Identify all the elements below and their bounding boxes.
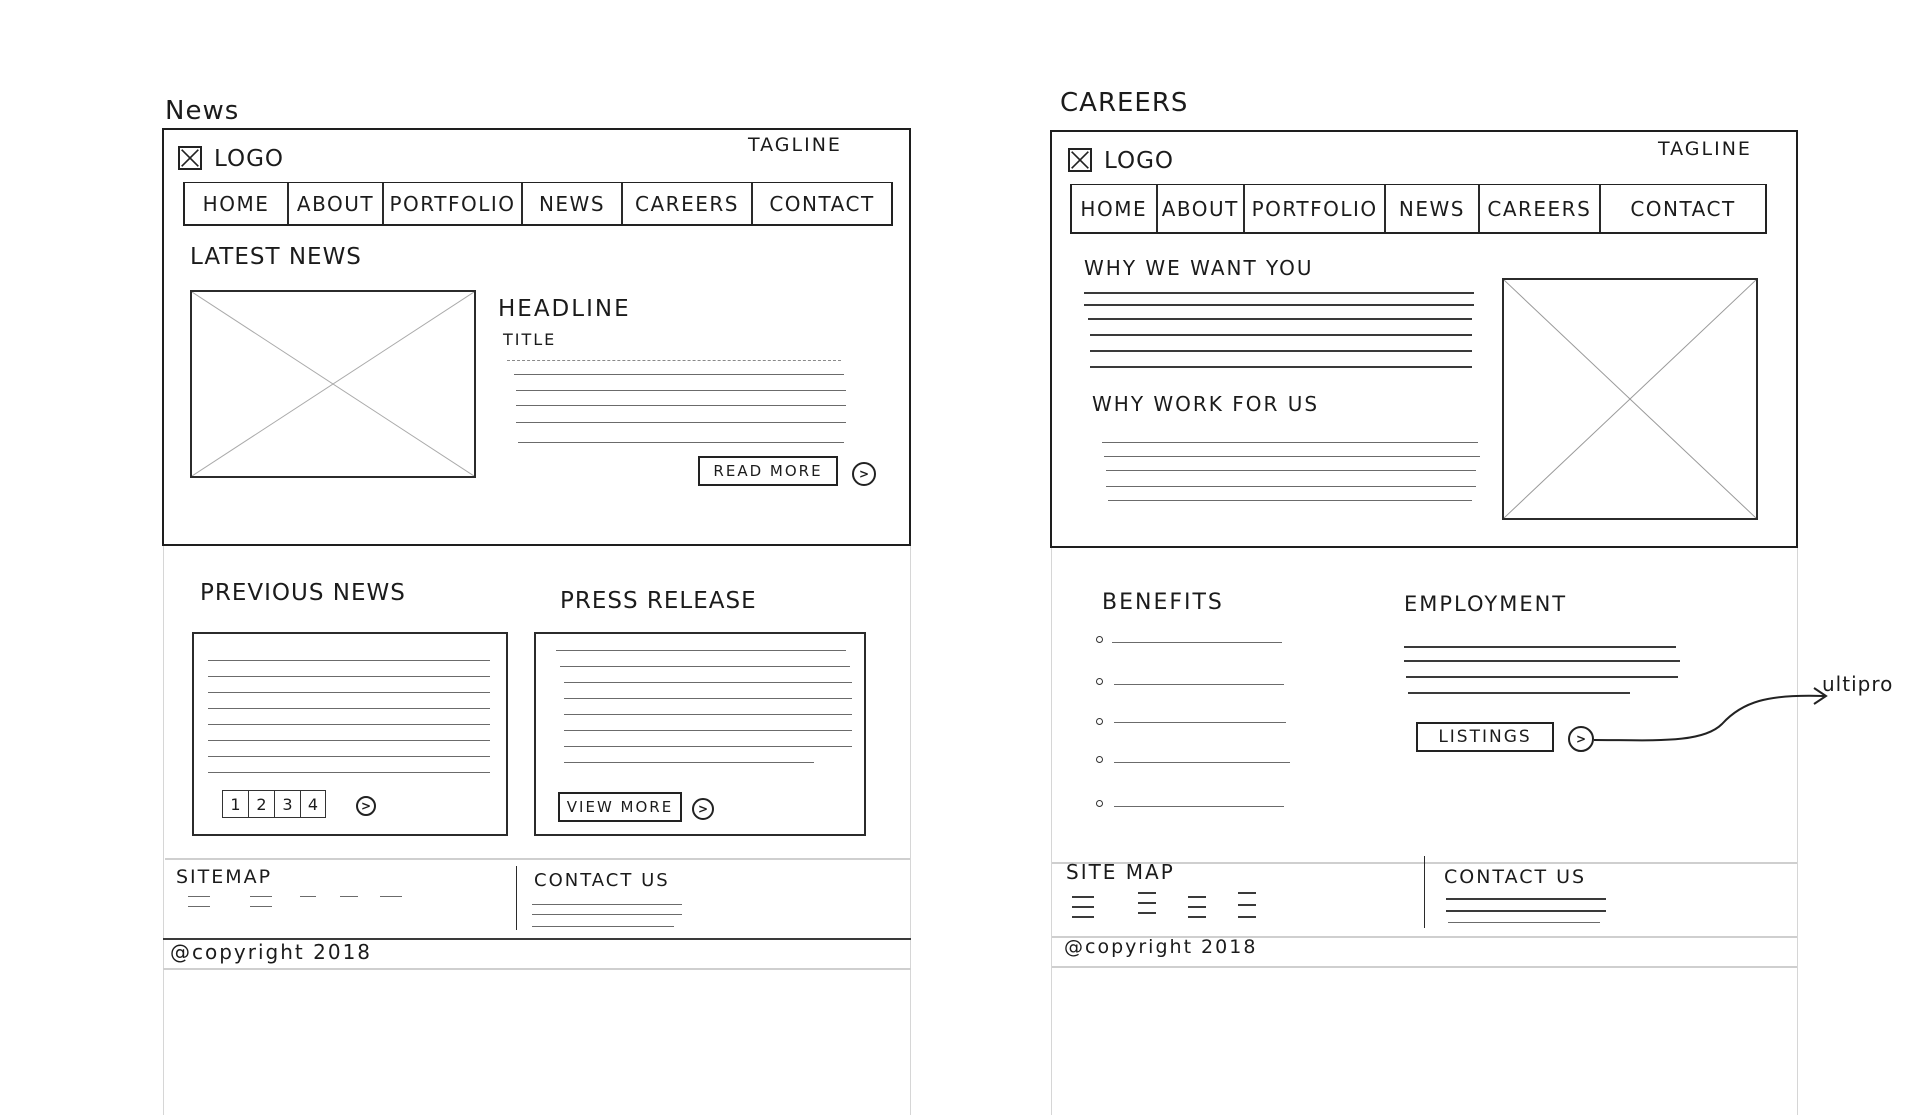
footer-column-divider xyxy=(516,866,517,930)
view-more-button[interactable]: VIEW MORE xyxy=(558,792,682,822)
employment-text-line xyxy=(1406,676,1678,678)
sitemap-link-line[interactable] xyxy=(1188,916,1206,918)
press-release-line xyxy=(564,762,814,763)
sitemap-link-line[interactable] xyxy=(250,896,272,897)
careers-text-line xyxy=(1084,304,1474,306)
press-release-heading: PRESS RELEASE xyxy=(560,588,757,614)
nav-about[interactable]: ABOUT xyxy=(1158,185,1246,232)
article-headline[interactable]: HEADLINE xyxy=(498,296,631,322)
nav-news[interactable]: NEWS xyxy=(1386,185,1479,232)
footer-sitemap-label[interactable]: SITE MAP xyxy=(1066,860,1175,884)
logo-placeholder-icon xyxy=(178,146,202,170)
careers-text-line xyxy=(1084,292,1474,294)
sitemap-link-line[interactable] xyxy=(1238,892,1256,894)
contact-info-line xyxy=(1446,910,1606,912)
sitemap-link-line[interactable] xyxy=(300,896,316,897)
news-page-left-edge xyxy=(163,540,164,1115)
careers-text-line xyxy=(1104,456,1480,457)
site-logo-text[interactable]: LOGO xyxy=(214,146,285,172)
bullet-icon xyxy=(1096,678,1103,685)
previous-news-line xyxy=(208,708,490,709)
article-text-line xyxy=(516,390,846,391)
article-text-line xyxy=(516,405,846,406)
article-text-line xyxy=(507,360,841,361)
copyright-text: @copyright 2018 xyxy=(1064,936,1258,958)
benefits-heading: BENEFITS xyxy=(1102,590,1224,615)
arrow-right-circle-icon[interactable]: > xyxy=(356,796,376,816)
careers-text-line xyxy=(1106,470,1476,471)
nav-contact[interactable]: CONTACT xyxy=(1630,196,1736,221)
site-logo-text[interactable]: LOGO xyxy=(1104,148,1175,174)
benefit-item-line xyxy=(1114,684,1284,685)
nav-portfolio[interactable]: PORTFOLIO xyxy=(1245,185,1386,232)
careers-text-line xyxy=(1090,334,1472,336)
pagination-page-2[interactable]: 2 xyxy=(248,790,274,818)
careers-text-line xyxy=(1108,500,1472,501)
footer-contact-label[interactable]: CONTACT US xyxy=(1444,866,1587,888)
press-release-line xyxy=(564,714,852,715)
pagination-page-4[interactable]: 4 xyxy=(300,790,326,818)
careers-text-line xyxy=(1106,486,1476,487)
footer-column-divider xyxy=(1424,856,1425,928)
press-release-line xyxy=(564,746,852,747)
sitemap-link-line[interactable] xyxy=(380,896,402,897)
bullet-icon xyxy=(1096,800,1103,807)
arrow-right-circle-icon[interactable]: > xyxy=(1568,726,1594,752)
previous-news-line xyxy=(208,772,490,773)
contact-info-line xyxy=(532,914,682,915)
arrow-right-circle-icon[interactable]: > xyxy=(852,462,876,486)
pagination-page-1[interactable]: 1 xyxy=(222,790,248,818)
latest-news-heading: LATEST NEWS xyxy=(190,244,362,270)
article-text-line xyxy=(516,422,846,423)
bullet-icon xyxy=(1096,636,1103,643)
sitemap-link-line[interactable] xyxy=(1238,904,1256,906)
sitemap-link-line[interactable] xyxy=(1138,892,1156,894)
page-end-rule xyxy=(1052,966,1797,968)
image-placeholder-icon xyxy=(1502,278,1758,520)
previous-news-line xyxy=(208,724,490,725)
previous-news-line xyxy=(208,740,490,741)
employment-heading: EMPLOYMENT xyxy=(1404,592,1568,616)
benefit-item-line xyxy=(1112,642,1282,643)
bullet-icon xyxy=(1096,756,1103,763)
press-release-line xyxy=(564,730,852,731)
copyright-text: @copyright 2018 xyxy=(170,940,373,964)
sitemap-link-line[interactable] xyxy=(188,906,210,907)
careers-page-label: CAREERS xyxy=(1060,88,1189,118)
nav-careers[interactable]: CAREERS xyxy=(623,183,753,224)
sitemap-link-line[interactable] xyxy=(1072,916,1094,918)
pagination xyxy=(222,790,326,818)
sitemap-link-line[interactable] xyxy=(1238,916,1256,918)
news-page-right-edge xyxy=(910,540,911,1115)
contact-info-line xyxy=(532,904,682,905)
why-we-want-you-heading: WHY WE WANT YOU xyxy=(1084,256,1314,280)
pagination-page-3[interactable]: 3 xyxy=(274,790,300,818)
annotation-arrow-icon xyxy=(1592,684,1836,750)
main-navigation xyxy=(1070,184,1767,234)
previous-news-heading: PREVIOUS NEWS xyxy=(200,580,406,606)
previous-news-line xyxy=(208,756,490,757)
footer-contact-label[interactable]: CONTACT US xyxy=(534,870,670,891)
sitemap-link-line[interactable] xyxy=(1188,896,1206,898)
previous-news-line xyxy=(208,660,490,661)
press-release-line xyxy=(564,698,852,699)
read-more-button[interactable]: READ MORE xyxy=(698,456,838,486)
employment-text-line xyxy=(1404,660,1680,662)
careers-text-line xyxy=(1088,318,1472,320)
nav-contact[interactable]: CONTACT xyxy=(769,191,875,216)
footer-divider xyxy=(165,858,910,860)
page-end-rule xyxy=(163,968,911,970)
careers-text-line xyxy=(1090,366,1472,368)
sitemap-link-line[interactable] xyxy=(1138,902,1156,904)
contact-info-line xyxy=(1448,922,1600,923)
sitemap-link-line[interactable] xyxy=(250,906,272,907)
arrow-right-circle-icon[interactable]: > xyxy=(692,798,714,820)
why-work-for-us-heading: WHY WORK FOR US xyxy=(1092,392,1320,416)
footer-sitemap-label[interactable]: SITEMAP xyxy=(176,866,273,888)
previous-news-line xyxy=(208,692,490,693)
listings-button[interactable]: LISTINGS xyxy=(1416,722,1554,752)
article-text-line xyxy=(514,374,844,375)
ultipro-annotation: ultipro xyxy=(1822,672,1894,696)
previous-news-line xyxy=(208,676,490,677)
benefit-item-line xyxy=(1114,722,1286,723)
sitemap-link-line[interactable] xyxy=(340,896,358,897)
nav-home[interactable]: HOME xyxy=(185,183,289,224)
site-tagline: TAGLINE xyxy=(1658,138,1752,160)
site-tagline: TAGLINE xyxy=(748,134,842,156)
sitemap-link-line[interactable] xyxy=(1072,906,1094,908)
bullet-icon xyxy=(1096,718,1103,725)
press-release-line xyxy=(564,682,852,683)
benefit-item-line xyxy=(1114,806,1284,807)
sitemap-link-line[interactable] xyxy=(1072,896,1094,898)
benefit-item-line xyxy=(1114,762,1290,763)
press-release-line xyxy=(560,666,850,667)
article-text-line xyxy=(518,442,844,443)
press-release-line xyxy=(556,650,846,651)
nav-news[interactable]: NEWS xyxy=(523,183,623,224)
sitemap-link-line[interactable] xyxy=(188,896,210,897)
careers-page-left-edge xyxy=(1051,540,1052,1115)
contact-info-line xyxy=(532,926,674,927)
main-navigation xyxy=(183,182,893,226)
sitemap-link-line[interactable] xyxy=(1138,912,1156,914)
contact-info-line xyxy=(1446,898,1606,900)
image-placeholder-icon xyxy=(190,290,476,478)
employment-text-line xyxy=(1404,646,1676,648)
careers-page-right-edge xyxy=(1797,540,1798,1115)
nav-portfolio[interactable]: PORTFOLIO xyxy=(384,183,523,224)
nav-home[interactable]: HOME xyxy=(1072,185,1158,232)
article-title: TITLE xyxy=(503,330,557,349)
news-page-label: News xyxy=(165,96,240,126)
nav-about[interactable]: ABOUT xyxy=(289,183,384,224)
logo-placeholder-icon xyxy=(1068,148,1092,172)
careers-text-line xyxy=(1090,350,1472,352)
sitemap-link-line[interactable] xyxy=(1188,906,1206,908)
nav-careers[interactable]: CAREERS xyxy=(1480,185,1601,232)
careers-text-line xyxy=(1102,442,1478,443)
